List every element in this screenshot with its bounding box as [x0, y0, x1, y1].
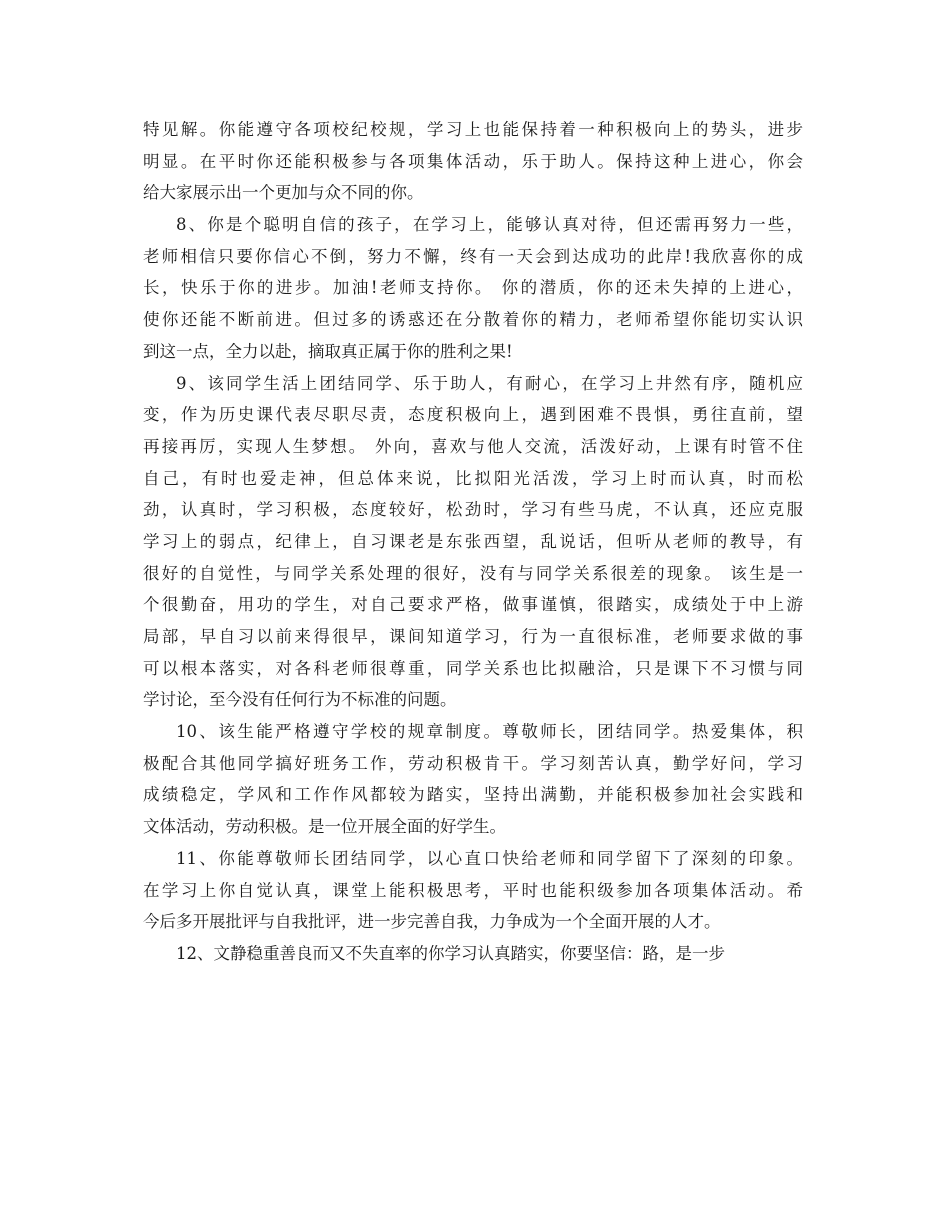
text-line: 给大家展示出一个更加与众不同的你。	[143, 183, 424, 203]
paragraph-7-continuation	[143, 114, 803, 209]
text-line: 11、你能尊敬师长团结同学，以心直口快给老师和同学留下了深刻的印象。	[176, 848, 803, 868]
text-line: 文体活动，劳动积极。是一位开展全面的好学生。	[143, 817, 506, 837]
text-line: 特见解。你能遵守各项校纪校规，学习上也能保持着一种积极向上的势头，进步	[143, 120, 803, 139]
text-line: 自己，有时也爱走神，但总体来说，比拟阳光活泼，学习上时而认真，时而松	[143, 468, 803, 488]
text-line: 学讨论，至今没有任何行为不标准的问题。	[143, 690, 457, 710]
text-line: 长，快乐于你的进步。加油!老师支持你。 你的潜质，你的还未失掉的上进心，	[143, 278, 803, 298]
document-body	[143, 114, 803, 970]
paragraph-11	[143, 843, 803, 938]
text-line: 个很勤奋，用功的学生，对自己要求严格，做事谨慎，很踏实，成绩处于中上游	[143, 595, 803, 615]
text-line: 变，作为历史课代表尽职尽责，态度积极向上，遇到困难不畏惧，勇往直前，望	[143, 405, 803, 425]
text-line: 到这一点，全力以赴，摘取真正属于你的胜利之果!	[143, 341, 513, 361]
text-line: 很好的自觉性，与同学关系处理的很好，没有与同学关系很差的现象。 该生是一	[143, 563, 803, 583]
text-line: 再接再厉，实现人生梦想。 外向，喜欢与他人交流，活泼好动，上课有时管不住	[143, 436, 803, 456]
paragraph-9	[143, 368, 803, 717]
text-line: 老师相信只要你信心不倒，努力不懈，终有一天会到达成功的此岸!我欣喜你的成	[143, 246, 803, 266]
text-line: 劲，认真时，学习积极，态度较好，松劲时，学习有些马虎，不认真，还应克服	[143, 500, 803, 520]
paragraph-8	[143, 209, 803, 367]
text-line: 成绩稳定，学风和工作作风都较为踏实，坚持出满勤，并能积极参加社会实践和	[143, 785, 803, 805]
text-line: 局部，早自习以前来得很早，课间知道学习，行为一直很标准，老师要求做的事	[143, 627, 803, 646]
text-line: 极配合其他同学搞好班务工作，劳动积极肯干。学习刻苦认真，勤学好问，学习	[143, 753, 803, 773]
paragraph-12	[143, 938, 803, 970]
paragraph-10	[143, 716, 803, 843]
text-line: 10、该生能严格遵守学校的规章制度。尊敬师长，团结同学。热爱集体，积	[176, 722, 803, 742]
text-line: 学习上的弱点，纪律上，自习课老是东张西望，乱说话，但听从老师的教导，有	[143, 531, 803, 551]
text-line: 明显。在平时你还能积极参与各项集体活动，乐于助人。保持这种上进心，你会	[143, 151, 803, 171]
text-line: 可以根本落实，对各科老师很尊重，同学关系也比拟融洽，只是课下不习惯与同	[143, 658, 803, 678]
text-line: 12、文静稳重善良而又不失直率的你学习认真踏实，你要坚信：路，是一步	[176, 943, 725, 963]
text-line: 今后多开展批评与自我批评，进一步完善自我，力争成为一个全面开展的人才。	[143, 912, 721, 932]
text-line: 9、该同学生活上团结同学、乐于助人，有耐心，在学习上井然有序，随机应	[176, 373, 803, 393]
text-line: 在学习上你自觉认真，课堂上能积极思考，平时也能积级参加各项集体活动。希	[143, 880, 803, 900]
text-line: 8、你是个聪明自信的孩子，在学习上，能够认真对待，但还需再努力一些，	[176, 215, 803, 235]
text-line: 使你还能不断前进。但过多的诱惑还在分散着你的精力，老师希望你能切实认识	[143, 310, 803, 330]
